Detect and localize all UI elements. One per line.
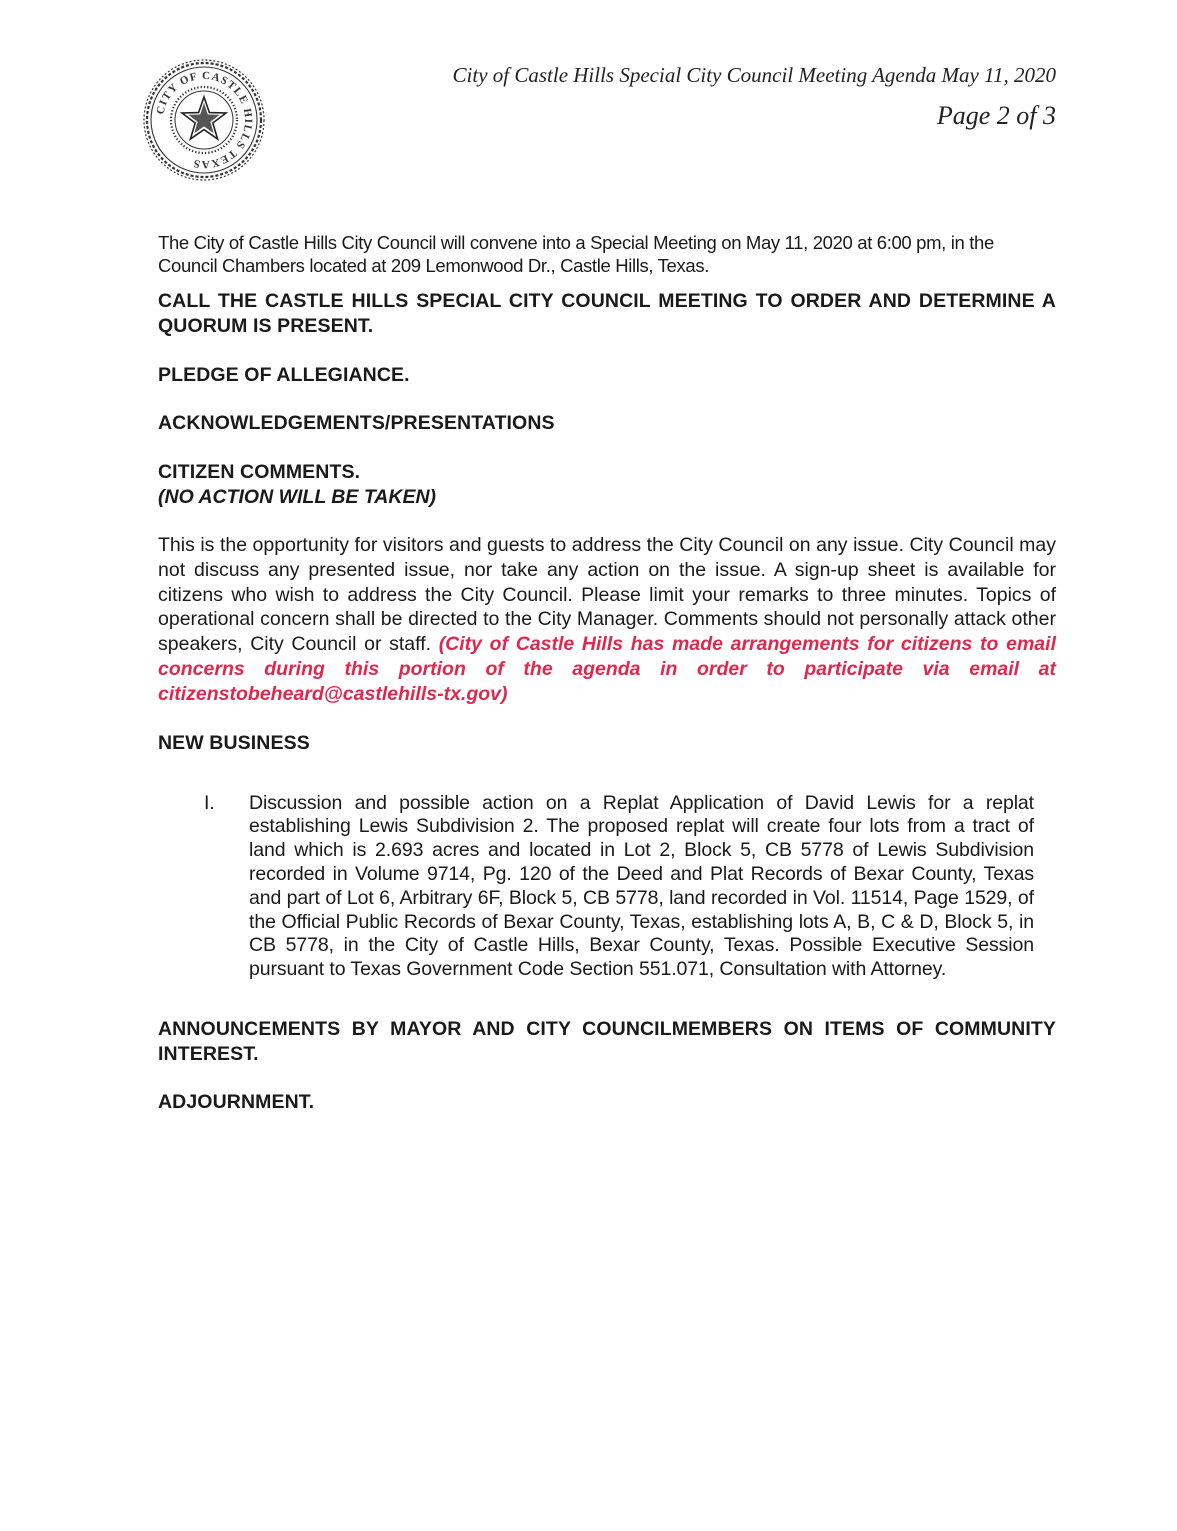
email-concerns-note: (City of Castle Hills has made arrangements for citizens to email concerns during this portion of the agenda in order to participate via email at citizenstobeheard@castlehills-tx.gov)	[158, 633, 1056, 705]
new-business-heading: NEW BUSINESS	[158, 731, 310, 754]
item-description: Discussion and possible action on a Replat Application of David Lewis for a replat establishing Lewis Subdivision 2. The proposed replat will create four lots from a tract of land which is 2.693 acres and located in Lot 2, Block 5, CB 5778 of Lewis Subdivision recorded in Volume 9714, Pg. 120 of the Deed and Plat Records of Bexar County, Texas and part of Lot 6, Arbitrary 6F, Block 5, CB 5778, land recorded in Vol. 11514, Page 1529, of the Official Public Records of Bexar County, Texas, establishing lots A, B, C & D, Block 5, in CB 5778, in the City of Castle Hills, Bexar County, Texas. Possible Executive Session pursuant to Texas Government Code Section 551.071, Consultation with Attorney.	[249, 791, 1034, 981]
citizen-comments-body	[158, 533, 1056, 707]
acknowledgements-heading: ACKNOWLEDGEMENTS/PRESENTATIONS	[158, 412, 555, 434]
citizen-comments-subheading: (NO ACTION WILL BE TAKEN)	[158, 486, 437, 508]
page-number: Page 2 of 3	[936, 101, 1056, 130]
agenda-content	[158, 231, 1056, 1115]
citizen-comments-heading: CITIZEN COMMENTS.	[158, 461, 361, 483]
announcements-heading: ANNOUNCEMENTS BY MAYOR AND CITY COUNCILMEMBERS ON ITEMS OF COMMUNITY INTEREST.	[158, 1017, 1056, 1065]
pledge-heading: PLEDGE OF ALLEGIANCE.	[158, 364, 410, 386]
meeting-intro: The City of Castle Hills City Council will convene into a Special Meeting on May 11, 2020 at 6:00 pm, in the Council Chambers located at 209 Lemonwood Dr., Castle Hills, Texas.	[158, 232, 994, 276]
list-item	[158, 792, 1056, 982]
city-seal-logo	[141, 57, 267, 183]
adjournment-heading: ADJOURNMENT.	[158, 1090, 315, 1113]
citizen-comments-section	[158, 460, 1056, 707]
citizen-comments-text: This is the opportunity for visitors and guests to address the City Council on any issue. City Council may not discuss any presented issue, nor take any action on the issue. A sign-up sheet is available for citizens who wish to address the City Council. Please limit your remarks to three minutes. Topics of operational concern shall be directed to the City Manager. Comments should not personally attack other speakers, City Council or staff.	[158, 534, 1056, 656]
star-seal-icon	[141, 57, 267, 183]
call-to-order-heading: CALL THE CASTLE HILLS SPECIAL CITY COUNCIL MEETING TO ORDER AND DETERMINE A QUORUM IS PRESENT.	[158, 290, 1056, 337]
item-number: I.	[204, 791, 215, 814]
document-header-title: City of Castle Hills Special City Council Meeting Agenda May 11, 2020	[452, 63, 1056, 87]
seal-lettering: CITY OF CASTLE HILLS TEXAS	[154, 69, 255, 171]
